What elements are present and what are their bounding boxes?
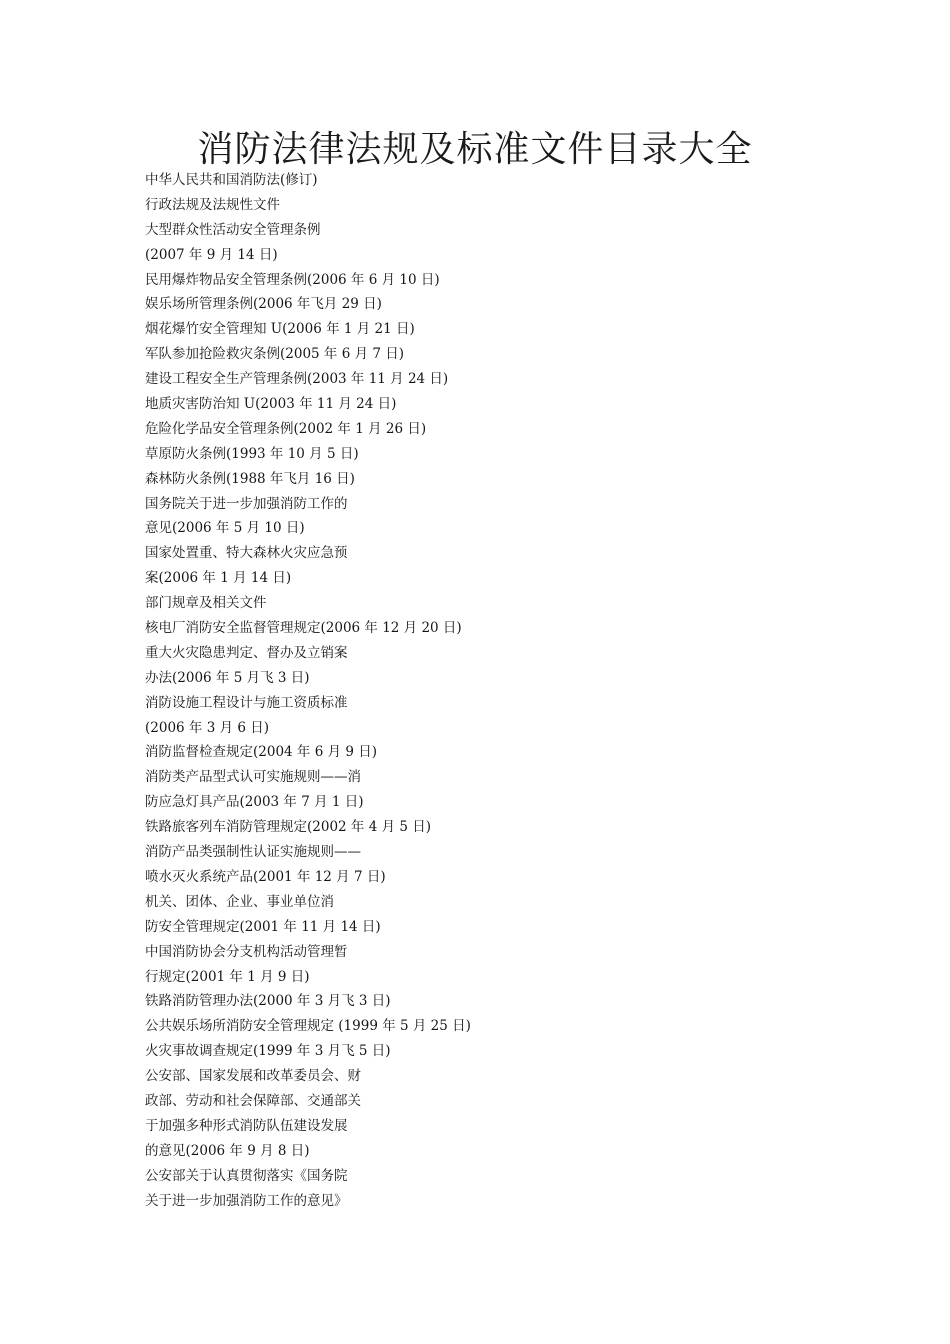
text-line: 地质灾害防治知 U(2003 年 11 月 24 日) bbox=[145, 396, 397, 413]
text-line: 火灾事故调查规定(1999 年 3 月飞 5 日) bbox=[145, 1043, 391, 1060]
text-line: 意见(2006 年 5 月 10 日) bbox=[145, 520, 305, 537]
text-line: 军队参加抢险救灾条例(2005 年 6 月 7 日) bbox=[145, 346, 405, 363]
text-line: 办法(2006 年 5 月飞 3 日) bbox=[145, 669, 310, 686]
text-line: 国务院关于进一步加强消防工作的 bbox=[145, 495, 348, 512]
text-line: (2007 年 9 月 14 日) bbox=[145, 246, 278, 263]
text-line: 草原防火条例(1993 年 10 月 5 日) bbox=[145, 445, 359, 462]
document-body bbox=[145, 168, 845, 1213]
text-line: 防安全管理规定(2001 年 11 月 14 日) bbox=[145, 918, 381, 935]
text-line: 大型群众性活动安全管理条例 bbox=[145, 221, 321, 238]
text-line: 消防设施工程设计与施工资质标准 bbox=[145, 694, 348, 711]
text-line: 公安部关于认真贯彻落实《国务院 bbox=[145, 1167, 348, 1184]
text-line: 喷水灭火系统产品(2001 年 12 月 7 日) bbox=[145, 868, 386, 885]
text-line: 中国消防协会分支机构活动管理暂 bbox=[145, 943, 348, 960]
text-line: 消防类产品型式认可实施规则——消 bbox=[145, 769, 361, 786]
text-line: 中华人民共和国消防法(修订) bbox=[145, 172, 318, 188]
text-line: 危险化学品安全管理条例(2002 年 1 月 26 日) bbox=[145, 420, 427, 437]
text-line: 关于进一步加强消防工作的意见》 bbox=[145, 1192, 348, 1209]
text-line: 建设工程安全生产管理条例(2003 年 11 月 24 日) bbox=[145, 371, 449, 388]
text-line: 行政法规及法规性文件 bbox=[145, 196, 280, 213]
text-line: 政部、劳动和社会保障部、交通部关 bbox=[145, 1092, 361, 1109]
text-line: 行规定(2001 年 1 月 9 日) bbox=[145, 968, 310, 985]
text-line: 消防监督检查规定(2004 年 6 月 9 日) bbox=[145, 744, 378, 761]
text-line: 部门规章及相关文件 bbox=[145, 595, 267, 612]
text-line: 的意见(2006 年 9 月 8 日) bbox=[145, 1142, 310, 1159]
text-line: 重大火灾隐患判定、督办及立销案 bbox=[145, 644, 348, 661]
text-line: (2006 年 3 月 6 日) bbox=[145, 719, 270, 736]
text-line: 铁路消防管理办法(2000 年 3 月飞 3 日) bbox=[145, 993, 391, 1010]
document-title: 消防法律法规及标准文件目录大全 bbox=[197, 129, 753, 171]
text-line: 民用爆炸物品安全管理条例(2006 年 6 月 10 日) bbox=[145, 271, 440, 288]
text-line: 国家处置重、特大森林火灾应急预 bbox=[145, 545, 348, 562]
text-line: 核电厂消防安全监督管理规定(2006 年 12 月 20 日) bbox=[145, 620, 462, 637]
text-line: 铁路旅客列车消防管理规定(2002 年 4 月 5 日) bbox=[145, 819, 432, 836]
text-line: 防应急灯具产品(2003 年 7 月 1 日) bbox=[145, 794, 364, 811]
text-line: 消防产品类强制性认证实施规则—— bbox=[145, 844, 361, 861]
text-line: 公安部、国家发展和改革委员会、财 bbox=[145, 1068, 361, 1085]
text-line: 烟花爆竹安全管理知 U(2006 年 1 月 21 日) bbox=[145, 321, 415, 338]
text-line: 案(2006 年 1 月 14 日) bbox=[145, 570, 292, 587]
text-line: 娱乐场所管理条例(2006 年飞月 29 日) bbox=[145, 296, 382, 313]
text-line: 于加强多种形式消防队伍建设发展 bbox=[145, 1117, 348, 1134]
text-line: 机关、团体、企业、事业单位消 bbox=[145, 893, 334, 910]
text-line: 公共娱乐场所消防安全管理规定 (1999 年 5 月 25 日) bbox=[145, 1018, 471, 1035]
text-line: 森林防火条例(1988 年飞月 16 日) bbox=[145, 470, 355, 487]
